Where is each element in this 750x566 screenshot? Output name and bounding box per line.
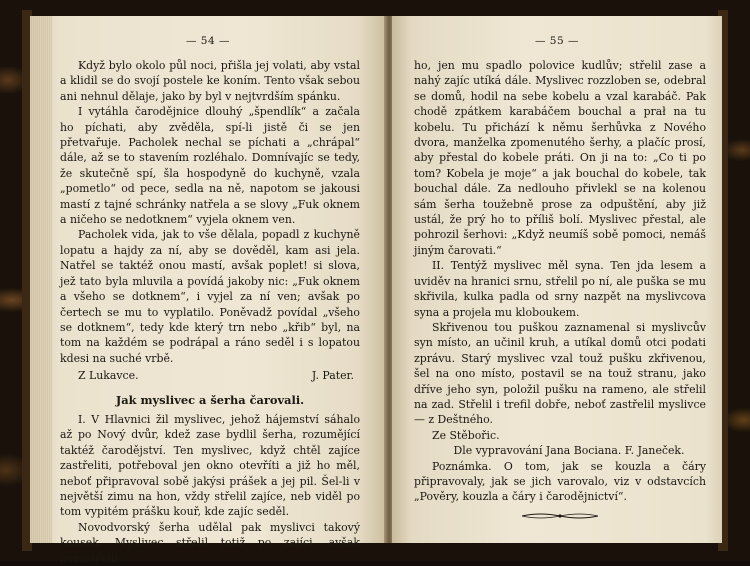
- signature-name: J. Pater.: [311, 369, 354, 383]
- left-page-number: — 54 —: [185, 35, 231, 47]
- right-page-text: [414, 58, 706, 521]
- left-page-text: [60, 58, 360, 566]
- paragraph: II. Tentýž myslivec měl syna. Ten jda lesem a uviděv na hranici srnu, střelil po ní, ale puška se mu skřivila, kulka padla od srny nazpět na myslivcova syna a projela mu kloboukem.: [414, 259, 706, 319]
- right-page: [392, 16, 722, 543]
- divider-ornament-icon: [414, 511, 706, 521]
- paragraph: Skřivenou tou puškou zaznamenal si myslivcův syn místo, an učinil kruh, a utíkal domů otci podati zprávu. Starý myslivec vzal touž pušku zkřivenou, šel na ono místo, postavil se na touž stranu, jako dříve jeho syn, položil pušku na rameno, ale střelil na zad. Střelil i trefil dobře, neboť zastřelil myslivce — z Deštného.: [414, 320, 706, 427]
- page-block-edges: [30, 16, 52, 543]
- paragraph: ho, jen mu spadlo polovice kudlův; střelil zase a nahý zajíc utíká dále. Myslivec rozzloben se, odebral se domů, hodil na sebe kobelu a vzal karabáč. Pak chodě zpátkem karabáčem bouchal a prał na tu kobelu. Tu přichází k němu šerhůvka z Nového dvora, manželka zpomenutého šerhy, a plačíc prosí, aby přestal do kobele práti. On ji na to: „Co ti po tom? Kobela je moje“ a jak bouchal do kobele, tak bouchal dále. Za nedlouho přivlekl se na kolenou sám šerha toužebně prose za odpuštění, aby již ustál, že prý ho to příliš bolí. Myslivec přestal, ale pohrozil šerhovi: „Když neumíš sobě pomoci, nemáš jiným čarovati.“: [414, 59, 706, 257]
- section-heading: Jak myslivec a šerha čarovali.: [115, 392, 305, 407]
- signature-place: Z Lukavce.: [78, 369, 139, 383]
- signature-row: [60, 368, 360, 383]
- source-place: Ze Stěbořic.: [432, 428, 500, 442]
- left-page: [30, 16, 386, 565]
- note: Poznámka. O tom, jak se kouzla a čáry připravovaly, jak se jich varovalo, viz v odstavcích „Pověry, kouzla a čáry i čarodějnictví“.: [414, 459, 706, 504]
- right-page-number: — 55 —: [534, 35, 580, 47]
- paragraph: I. V Hlavnici žil myslivec, jehož hájemství sáhalo až po Nový dvůr, kdež zase bydlil šerha, rozumějící taktéž čarodějství. Ten myslivec, když chtěl zajíce zastřeliti, potřeboval jen okno otevříti a již ho měl, neboť připravoval sobě jakýsi prášek a jej pil. Šel-li v největší zimu na hon, vždy střelil zajíce, neb viděl po tom vypitém prášku kouř, kde zajíc seděl.: [60, 412, 360, 519]
- paragraph: Když bylo okolo půl noci, přišla jej volati, aby vstal a klidil se do svojí postele ke koním. Tento však sebou ani nehnul dělaje, jako by byl v nejtvrdším spánku.: [60, 59, 360, 103]
- paragraph: Novodvorský šerha udělal pak myslivci takový kousek. Myslivec střelil totiž po zajíci, avšak nezastřelil: [60, 520, 360, 565]
- source-credit: Dle vypravování Jana Bociana. F. Janeček.: [453, 444, 685, 458]
- paragraph: I vytáhla čarodějnice dlouhý „špendlík“ a začala ho píchati, aby zvěděla, spí-li jistě či se jen přetvařuje. Pacholek nechal se píchati a „chrápal“ dále, až se to stavením rozléhalo. Domnívajíc se tedy, že skutečně spí, šla hospodyně do kuchyně, vzala „pometlo“ od pece, sedla na ně, napotom se jakousi mastí z tajné schránky natřela a se slovy „Fuk oknem a ničeho se nedotknem“ vyjela oknem ven.: [60, 105, 360, 227]
- paragraph: Pacholek vida, jak to vše dělala, popadl z kuchyně lopatu a hajdy za ní, aby se dověděl, kam asi jela. Natřel se taktéž onou mastí, avšak poplet! si slova, jež tato byla mluvila a povídá jakoby nic: „Fuk oknem a všeho se dotknem“, i vyjel za ní ven; avšak po čertech se mu to vyplatilo. Poněvadž povídal „všeho se dotknem“, tedy kde který trn nebo „křib“ byl, na tom na každém se podrápal a ráno seděl i s lopatou kdesi na suché vrbě.: [60, 228, 360, 365]
